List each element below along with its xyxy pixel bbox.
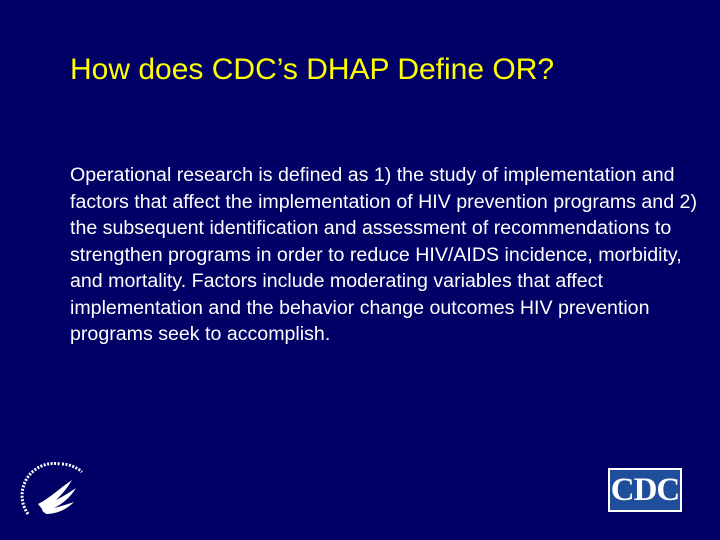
slide-body-text: Operational research is defined as 1) the study of implementation and factors that affect the implementation of HIV prevention programs and 2) the subsequent identification and assessment of recommendations to strengthen programs in order to reduce HIV/AIDS incidence, morbidity, and mortality. Factors include moderating variables that affect implementation and the behavior change outcomes HIV prevention programs seek to accomplish. bbox=[70, 164, 697, 345]
slide-title: How does CDC’s DHAP Define OR? bbox=[70, 53, 555, 86]
hhs-eagle-seal-icon bbox=[16, 458, 96, 524]
cdc-logo: CDC bbox=[608, 468, 682, 512]
